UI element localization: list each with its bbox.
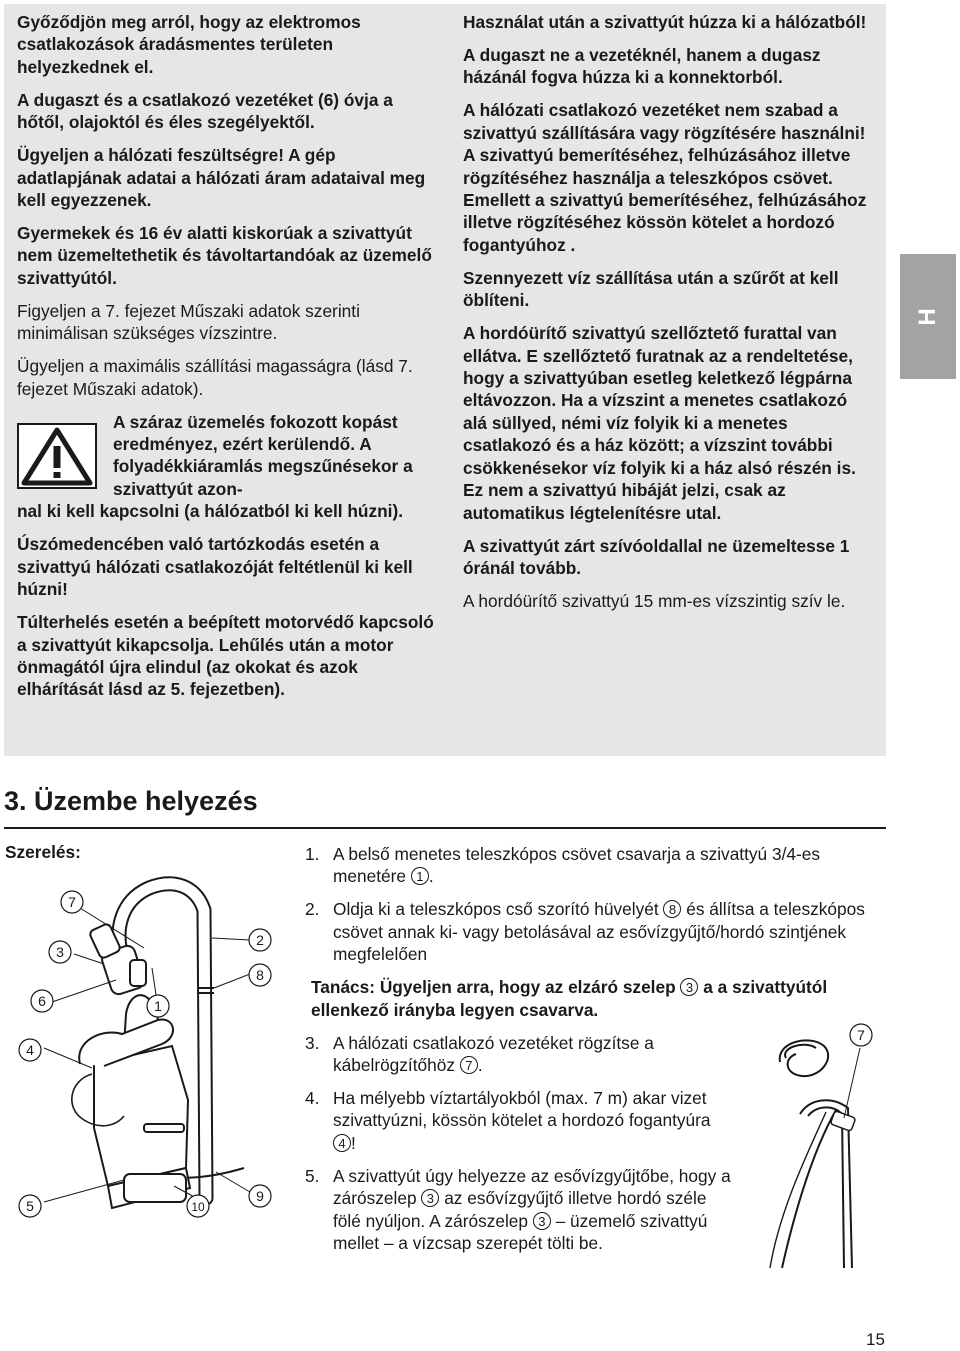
page-number: 15 — [866, 1330, 885, 1349]
cable-clip-diagram — [740, 1018, 890, 1268]
safety-text: Túlterhelés esetén a beépített motorvédő kapcsoló a szivattyút kikapcsolja. Lehűlés után a motor önmagától újra elindul (az okokat és azok elhárítását lásd az 5. fejezetben). — [17, 612, 434, 700]
safety-text: A hordóürítő szivattyú 15 mm-es vízszintig szív le. — [463, 590, 846, 611]
warning-triangle-icon — [17, 423, 97, 489]
step-number: 3. — [305, 1032, 320, 1053]
step-text: Oldja ki a teleszkópos cső szorító hüvelyét — [333, 899, 659, 920]
diagram-label: 7 — [857, 1027, 865, 1043]
diagram-label: 5 — [26, 1198, 34, 1214]
warning-text-continued: nal ki kell kapcsolni (a hálózatból ki kell húzni). — [17, 501, 404, 522]
safety-left-column — [17, 11, 435, 711]
step-number: 4. — [305, 1088, 320, 1109]
assembly-subheading: Szerelés: — [5, 842, 81, 862]
step-text-mid: az esővízgyűjtő illetve hordó széle fölé nyúljon. A zárószelep — [333, 1188, 707, 1231]
step-text-end: . — [477, 1055, 483, 1076]
part-ref: 3 — [533, 1212, 551, 1230]
safety-text: Úszómedencében való tartózkodás esetén a szivattyú hálózati csatlakozóját feltétlenül ki kell húzni! — [17, 534, 413, 600]
safety-text: A szivattyút zárt szívóoldallal ne üzemeltesse 1 óránál tovább. — [463, 535, 850, 578]
safety-text: Győződjön meg arról, hogy az elektromos csatlakozások áradásmentes területen helyezkednek el. — [17, 12, 361, 77]
step-text-end: . — [428, 866, 434, 887]
language-tab — [900, 254, 956, 379]
diagram-label: 1 — [154, 998, 162, 1014]
step-text-end: és állítsa a teleszkópos csövet annak ki- vagy betolásával az esővízgyűjtő/hordó szintjének megfelelően — [333, 899, 865, 965]
step-text: A hálózati csatlakozó vezetéket rögzítse a kábelrögzítőhöz — [333, 1032, 654, 1076]
step-number: 5. — [305, 1165, 320, 1186]
safety-text: Ügyeljen a maximális szállítási magasságra (lásd 7. fejezet Műszaki adatok). — [17, 356, 413, 399]
pump-assembly-diagram — [4, 868, 294, 1228]
section-title: 3. Üzembe helyezés — [4, 786, 258, 816]
part-ref: 7 — [460, 1056, 478, 1074]
list-item — [305, 843, 885, 888]
step-number: 2. — [305, 899, 320, 920]
part-ref: 1 — [411, 867, 429, 885]
safety-text: Szennyezett víz szállítása után a szűrőt at kell öblíteni. — [463, 267, 839, 311]
step-text: A szivattyút úgy helyezze az esővízgyűjtőbe, hogy a zárószelep — [333, 1165, 731, 1209]
diagram-label: 8 — [256, 967, 264, 983]
dry-run-warning — [17, 411, 435, 523]
step-text: Ha mélyebb víztartályokból (max. 7 m) akar vizet szivattyúzni, kössön kötelet a hordozó fogantyúra — [333, 1088, 711, 1131]
section-divider — [4, 827, 886, 829]
step-text: A belső menetes teleszkópos csövet csavarja a szivattyú 3/4-es menetére — [333, 844, 820, 887]
diagram-label: 3 — [56, 944, 64, 960]
safety-right-column — [463, 11, 875, 623]
diagram-label: 9 — [256, 1188, 264, 1204]
part-ref: 4 — [333, 1134, 351, 1152]
safety-text: A hordóürítő szivattyú szellőztető furattal van ellátva. E szellőztető furatnak az a rendeltetése, hogy a szivattyúban esetleg keletkező légpárna eltávozzon. Ha a vízszint a menetes csatlakozó alá süllyed, némi víz folyik ki a menetes csatlakozó és a ház között; a vízszint további csökkenésekor víz folyik ki a ház alsó részén is. Ez nem a szivattyú hibáját jelzi, csak az automatikus légtelenítésre utal. — [463, 323, 856, 523]
safety-text: A dugaszt ne a vezetéknél, hanem a dugasz házánál fogva húzza ki a konnektorból. — [463, 45, 821, 88]
safety-text: A dugaszt és a csatlakozó vezetéket (6) óvja a hőtől, olajoktól és éles szegélyektől. — [17, 89, 393, 133]
part-ref: 8 — [663, 900, 681, 918]
list-item — [305, 898, 885, 965]
part-ref: 3 — [680, 978, 698, 996]
diagram-label: 10 — [191, 1200, 205, 1214]
diagram-label: 4 — [26, 1042, 34, 1058]
safety-text: Figyeljen a 7. fejezet Műszaki adatok szerinti minimálisan szükséges vízszintre. — [17, 300, 360, 344]
tip-text-end: a a szivattyútól ellenkező irányba legyen csavarva. — [311, 977, 828, 1020]
step-text-end: ! — [351, 1132, 356, 1153]
diagram-label: 7 — [68, 894, 76, 910]
tip-text: Tanács: Ügyeljen arra, hogy az elzáró szelep — [311, 977, 676, 998]
step-text-end: – üzemelő szivattyú mellet – a vízcsap szerepét tölti be. — [333, 1210, 708, 1254]
step-number: 1. — [305, 844, 320, 864]
language-tab-label: H — [914, 307, 941, 326]
safety-text: Ügyeljen a hálózati feszültségre! A gép adatlapjának adatai a hálózati áram adataival meg kell egyezzenek. — [17, 145, 426, 211]
safety-text: A hálózati csatlakozó vezetéket nem szabad a szivattyú szállítására vagy rögzítésére használni! A szivattyú bemerítéséhez, felhúzásához illetve rögzítéséhez használja a teleszkópos csövet. Emellett a szivattyú bemerítéséhez, felhúzásához illetve rögzítéséhez kössön kötelet a hordozó fogantyúhoz . — [463, 100, 867, 255]
safety-text: Használat után a szivattyút húzza ki a hálózatból! — [463, 12, 867, 32]
part-ref: 3 — [421, 1189, 439, 1207]
safety-text: Gyermekek és 16 év alatti kiskorúak a szivattyút nem üzemeltethetik és távoltartandóak az üzemelő szivattyútól. — [17, 223, 432, 288]
warning-text: A száraz üzemelés fokozott kopást eredményez, ezért kerülendő. A folyadékkiáramlás megszűnésekor a szivattyút azon- — [113, 411, 413, 499]
tip-note — [311, 976, 885, 1021]
diagram-label: 2 — [256, 932, 264, 948]
diagram-label: 6 — [38, 993, 46, 1009]
